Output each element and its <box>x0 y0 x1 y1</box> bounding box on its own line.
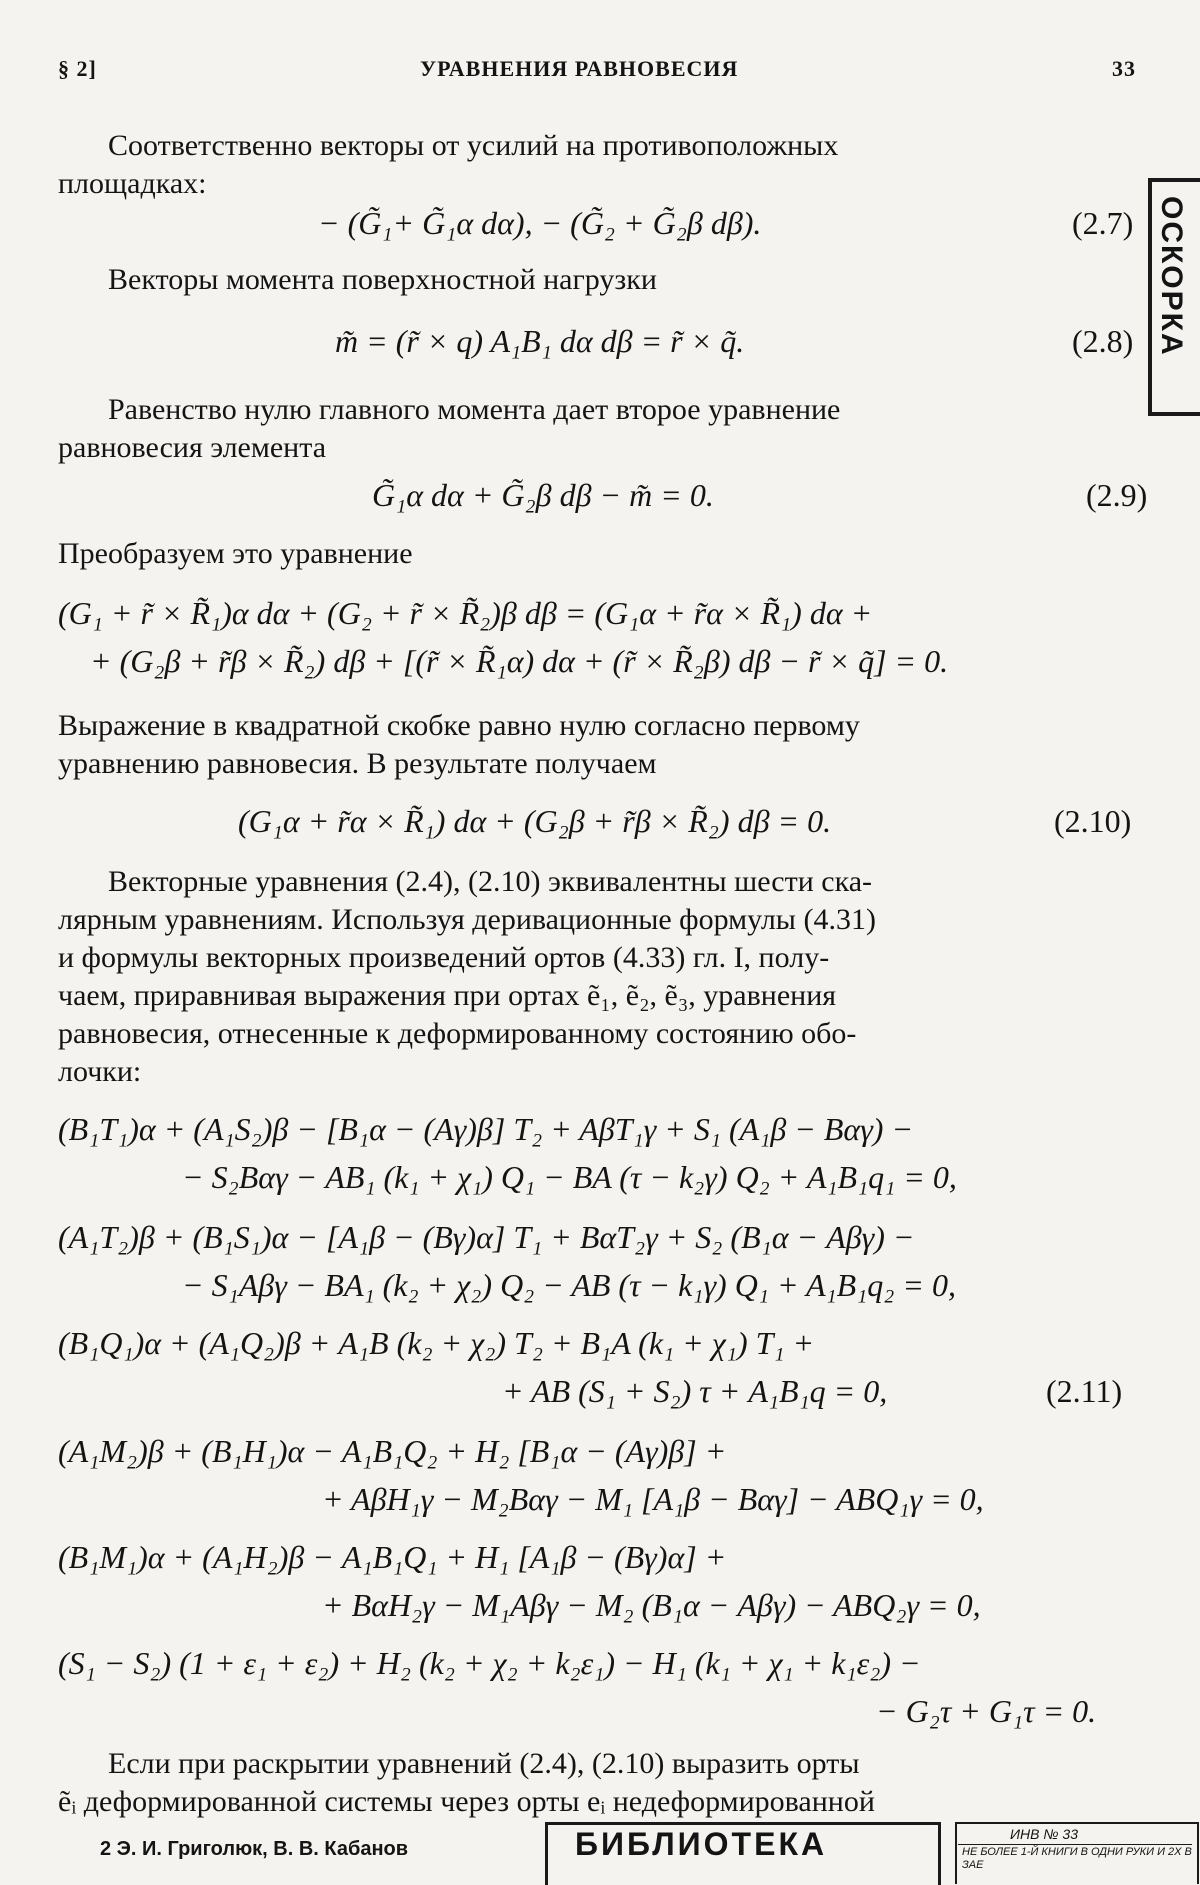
equation-2-11-line: + AB (S₁ + S₂) τ + A₁B₁q = 0, <box>502 1373 888 1409</box>
paragraph-line: равновесия, отнесенные к деформированному состоянию обо- <box>58 1017 857 1050</box>
paragraph-line: чаем, приравнивая выражения при ортах ẽ₁, ẽ₂, ẽ₃, уравнения <box>58 979 837 1012</box>
equation-2-8: m̃ = (r̃ × q) A₁B₁ dα dβ = r̃ × q̃. <box>335 323 745 359</box>
equation-2-11-line: (B₁M₁)α + (A₁H₂)β − A₁B₁Q₁ + H₁ [A₁β − (Bγ)α] + <box>58 1539 727 1575</box>
equation-transform-line: + (G₂β + r̃β × R̃₂) dβ + [(r̃ × R̃₁α) dα + (r̃ × R̃₂β) dβ − r̃ × q̃] = 0. <box>90 643 949 679</box>
paragraph-line: равновесия элемента <box>58 431 327 464</box>
side-stamp-label: ОСКОРКА <box>1155 196 1188 357</box>
paragraph-line: Равенство нулю главного момента дает второе уравнение <box>108 393 841 426</box>
equation-2-9: G̃₁α dα + G̃₂β dβ − m̃ = 0. <box>372 477 714 513</box>
equation-2-11-line: (A₁T₂)β + (B₁S₁)α − [A₁β − (Bγ)α] T₁ + BαT₂γ + S₂ (B₁α − Aβγ) − <box>58 1219 915 1255</box>
paragraph-line: Векторные уравнения (2.4), (2.10) эквивалентны шести ска- <box>108 865 873 898</box>
inventory-number: ИНВ № 33 <box>1010 1826 1078 1842</box>
paragraph-line: Если при раскрытии уравнений (2.4), (2.10) выразить орты <box>108 1747 860 1780</box>
equation-2-11-line: (B₁Q₁)α + (A₁Q₂)β + A₁B (k₂ + χ₂) T₂ + B₁A (k₁ + χ₁) T₁ + <box>58 1325 815 1361</box>
equation-number: (2.10) <box>1054 803 1132 839</box>
equation-2-11-line: (S₁ − S₂) (1 + ε₁ + ε₂) + H₂ (k₂ + χ₂ + k₂ε₁) − H₁ (k₁ + χ₁ + k₁ε₂) − <box>58 1645 921 1681</box>
paragraph-line: Векторы момента поверхностной нагрузки <box>108 263 657 296</box>
equation-number: (2.8) <box>1072 323 1134 359</box>
paragraph-line: ẽᵢ деформированной системы через орты eᵢ недеформированной <box>58 1785 875 1818</box>
running-title: УРАВНЕНИЯ РАВНОВЕСИЯ <box>420 56 739 81</box>
inventory-divider <box>958 1844 1192 1845</box>
paragraph-line: Выражение в квадратной скобке равно нулю согласно первому <box>58 709 860 742</box>
equation-transform-line: (G₁ + r̃ × R̃₁)α dα + (G₂ + r̃ × R̃₂)β dβ = (G₁α + r̃α × R̃₁) dα + <box>58 595 873 631</box>
equation-2-11-line: − S₂Bαγ − AB₁ (k₁ + χ₁) Q₁ − BA (τ − k₂γ) Q₂ + A₁B₁q₁ = 0, <box>182 1159 957 1195</box>
equation-2-11-line: + AβH₁γ − M₂Bαγ − M₁ [A₁β − Bαγ] − ABQ₁γ = 0, <box>322 1481 984 1517</box>
equation-2-11-line: + BαH₂γ − M₁Aβγ − M₂ (B₁α − Aβγ) − ABQ₂γ = 0, <box>322 1587 981 1623</box>
equation-2-11-line: (A₁M₂)β + (B₁H₁)α − A₁B₁Q₂ + H₂ [B₁α − (Aγ)β] + <box>58 1433 727 1469</box>
paragraph-line: лярным уравнениям. Используя деривационные формулы (4.31) <box>58 903 876 936</box>
equation-number: (2.9) <box>1086 477 1148 513</box>
equation-2-11-line: − S₁Aβγ − BA₁ (k₂ + χ₂) Q₂ − AB (τ − k₁γ) Q₁ + A₁B₁q₂ = 0, <box>182 1267 957 1303</box>
signature-line: 2 Э. И. Григолюк, В. В. Кабанов <box>100 1838 409 1860</box>
equation-2-7: − (G̃₁+ G̃₁α dα), − (G̃₂ + G̃₂β dβ). <box>318 205 762 241</box>
section-mark: § 2] <box>58 56 97 81</box>
paragraph-line: лочки: <box>58 1055 142 1088</box>
equation-number: (2.11) <box>1046 1373 1123 1409</box>
paragraph-line: Преобразуем это уравнение <box>58 537 413 570</box>
library-stamp: БИБЛИОТЕКА <box>575 1826 828 1862</box>
equation-2-11-line: − G₂τ + G₁τ = 0. <box>876 1693 1097 1729</box>
inventory-note: НЕ БОЛЕЕ 1-Й КНИГИ В ОДНИ РУКИ И 2Х В ЗАЕ <box>962 1846 1192 1871</box>
equation-2-10: (G₁α + r̃α × R̃₁) dα + (G₂β + r̃β × R̃₂) dβ = 0. <box>238 803 832 839</box>
paragraph-line: и формулы векторных произведений ортов (4.33) гл. I, полу- <box>58 941 830 974</box>
paragraph-line: уравнению равновесия. В результате получаем <box>58 747 657 780</box>
page-number: 33 <box>1112 56 1136 81</box>
paragraph-line: Соответственно векторы от усилий на противоположных <box>108 129 839 162</box>
paragraph-line: площадках: <box>58 167 207 200</box>
equation-2-11-line: (B₁T₁)α + (A₁S₂)β − [B₁α − (Aγ)β] T₂ + AβT₁γ + S₁ (A₁β − Bαγ) − <box>58 1111 914 1147</box>
equation-number: (2.7) <box>1072 205 1134 241</box>
